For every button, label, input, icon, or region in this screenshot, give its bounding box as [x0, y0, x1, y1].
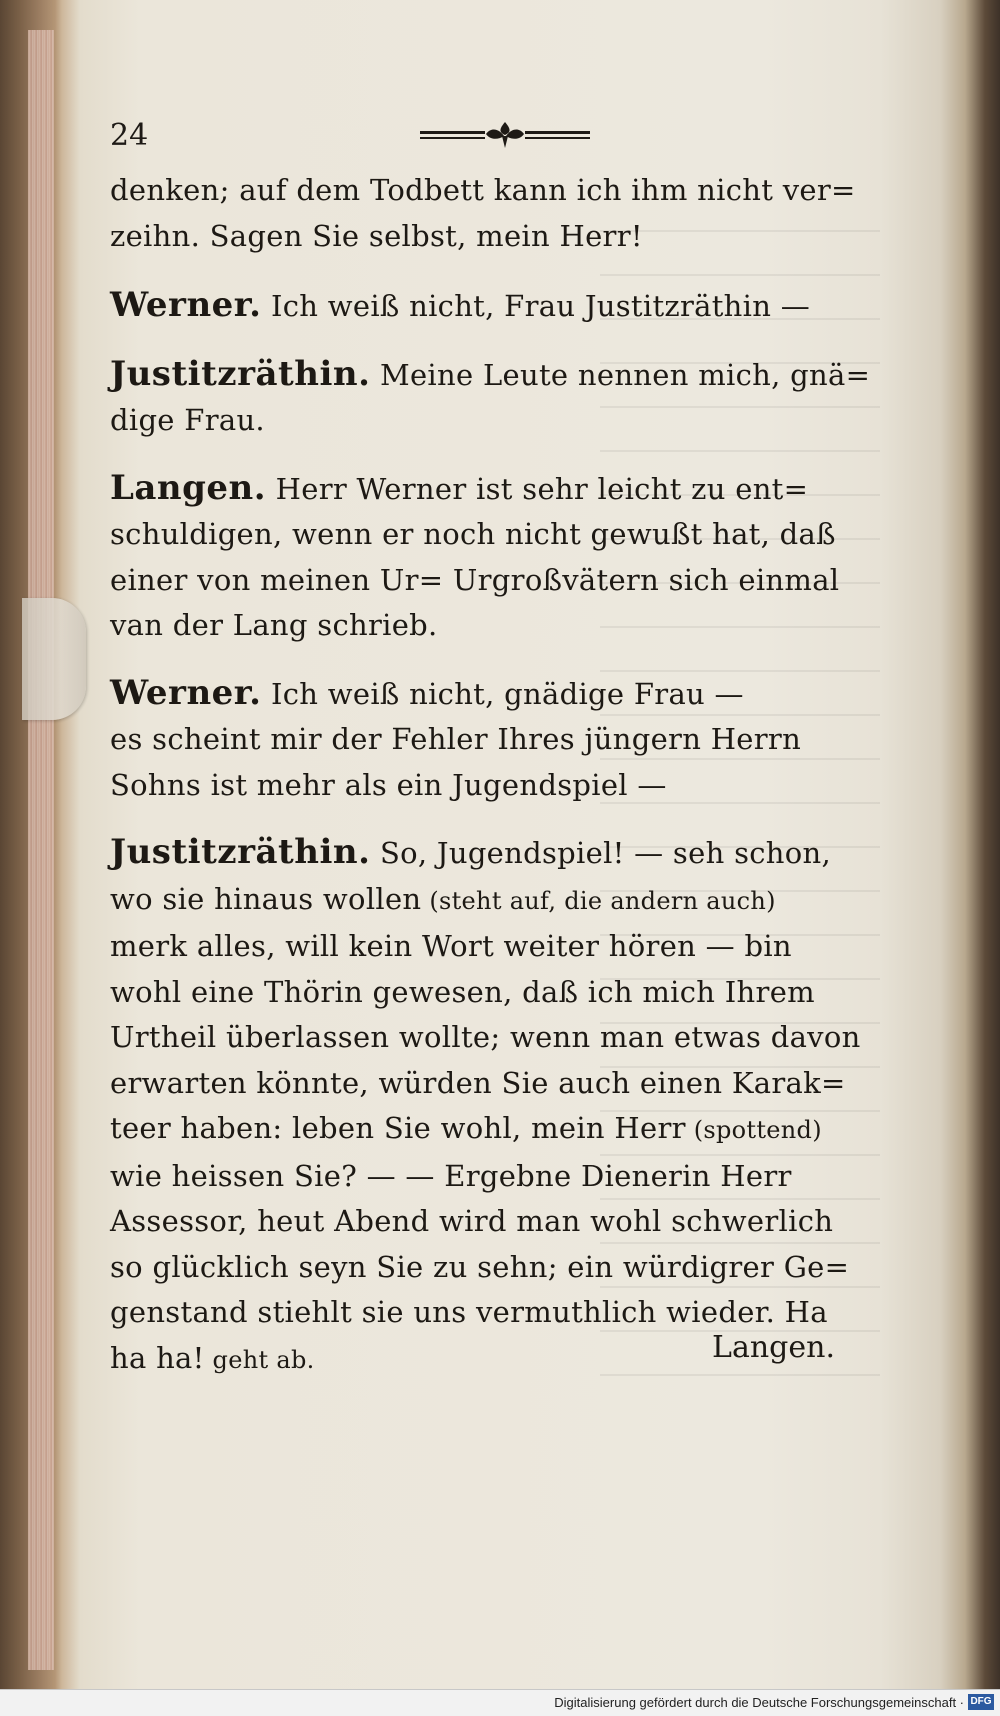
speaker-name: Justitzräthin.: [110, 353, 371, 394]
speech-text: Urtheil überlassen wollte; wenn man etwas davon: [110, 1020, 861, 1054]
speech-text: dige Frau.: [110, 403, 265, 437]
text-line: [110, 168, 856, 214]
stage-direction: geht ab.: [204, 1345, 315, 1374]
speech-text: ha ha!: [110, 1340, 205, 1375]
paragraph: [110, 283, 820, 330]
speech-text: einer von meinen Ur= Urgroßvätern sich einmal: [110, 562, 840, 597]
speech-text: Ich weiß nicht, gnädige Frau —: [261, 676, 744, 711]
paragraph: [110, 168, 856, 259]
text-line: [110, 970, 820, 1016]
speech-text: van der Lang schrieb.: [110, 608, 438, 642]
speech-text: Sohns ist mehr als ein Jugendspiel —: [110, 767, 667, 802]
speech-text: Meine Leute nennen mich, gnä=: [370, 357, 871, 392]
speaker-name: Werner.: [110, 672, 262, 713]
catchword: Langen.: [712, 1330, 835, 1365]
speech-text: schuldigen, wenn er noch nicht gewußt hat, daß: [110, 517, 836, 551]
text-line: [110, 1290, 828, 1336]
speech-text: Ich weiß nicht, Frau Justitzräthin —: [261, 289, 811, 323]
speech-text: wie heissen Sie? — — Ergebne Dienerin Herr: [110, 1158, 792, 1193]
page-edge-stack: [28, 30, 54, 1670]
text-line: [110, 352, 871, 399]
speaker-name: Justitzräthin.: [110, 832, 371, 872]
speech-text: Assessor, heut Abend wird man wohl schwerlich: [110, 1204, 834, 1238]
text-line: [110, 283, 820, 330]
speech-text: Herr Werner ist sehr leicht zu ent=: [266, 471, 809, 506]
page-number: 24: [110, 118, 149, 153]
running-head: [110, 118, 830, 158]
speech-text: zeihn. Sagen Sie selbst, mein Herr!: [110, 218, 643, 253]
speech-text: wohl eine Thörin gewesen, daß ich mich Ihrem: [110, 974, 815, 1009]
text-line: [110, 830, 832, 877]
ornament-icon: [420, 120, 590, 150]
text-line: [110, 1061, 846, 1107]
text-line: [110, 558, 840, 604]
text-line: [110, 512, 836, 558]
text-line: [110, 763, 820, 809]
text-line: [110, 1106, 820, 1154]
text-line: [110, 1154, 820, 1200]
footer-bar: [0, 1689, 1000, 1716]
text-line: [110, 398, 820, 444]
footer-credit: Digitalisierung gefördert durch die Deutsche Forschungsgemeinschaft ·: [554, 1695, 964, 1710]
text-line: [110, 924, 820, 970]
text-line: [110, 671, 820, 718]
speech-text: genstand stiehlt sie uns vermuthlich wieder. Ha: [110, 1295, 828, 1329]
paragraph: [110, 466, 840, 649]
speech-text: So, Jugendspiel! — seh schon,: [370, 836, 832, 870]
paragraph: [110, 671, 820, 809]
speech-text: merk alles, will kein Wort weiter hören — bin: [110, 929, 792, 963]
text-line: [110, 1199, 834, 1245]
text-line: [110, 603, 820, 649]
speech-text: wo sie hinaus wollen: [110, 881, 422, 916]
text-line: [110, 877, 820, 925]
text-line: [110, 214, 820, 260]
page-tab-marker: [22, 598, 86, 720]
text-line: [110, 717, 820, 763]
speech-text: es scheint mir der Fehler Ihres jüngern Herrn: [110, 722, 802, 756]
speech-text: erwarten könnte, würden Sie auch einen Karak=: [110, 1065, 846, 1100]
paragraph: [110, 830, 861, 1383]
dfg-logo: DFG: [968, 1694, 994, 1710]
speaker-name: Langen.: [110, 467, 267, 508]
body-text: [110, 168, 871, 1405]
paragraph: [110, 352, 871, 444]
speech-text: so glücklich seyn Sie zu sehn; ein würdigrer Ge=: [110, 1249, 850, 1284]
speaker-name: Werner.: [110, 285, 262, 325]
text-line: [110, 1015, 861, 1061]
text-line: [110, 466, 820, 513]
stage-direction: (steht auf, die andern auch): [421, 886, 776, 915]
text-line: [110, 1245, 850, 1291]
stage-direction: (spottend): [685, 1116, 822, 1144]
speech-text: denken; auf dem Todbett kann ich ihm nicht ver=: [110, 173, 856, 207]
speech-text: teer haben: leben Sie wohl, mein Herr: [110, 1111, 686, 1145]
